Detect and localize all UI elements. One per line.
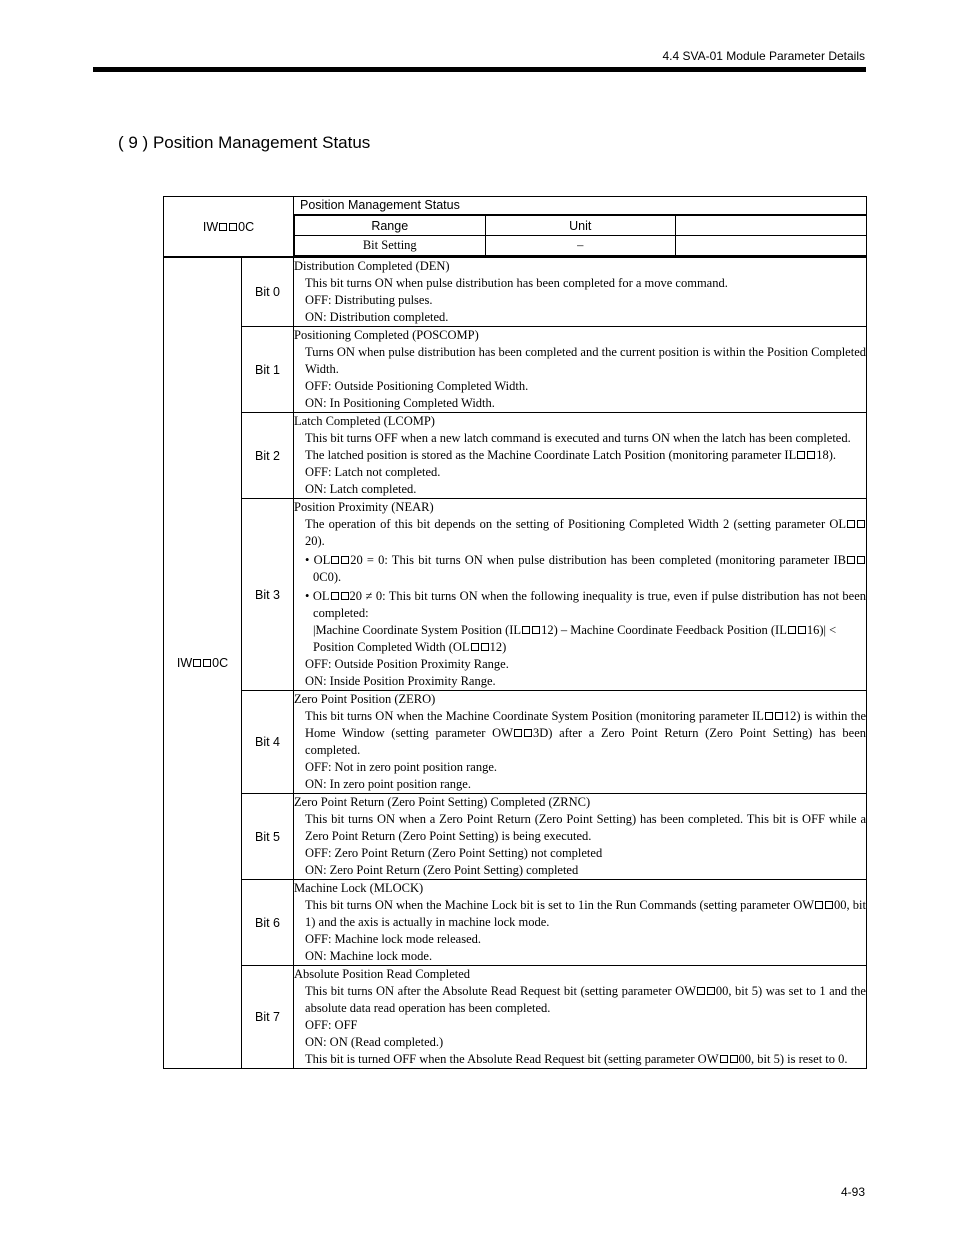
bit-row	[164, 257, 867, 327]
placeholder-box-icon	[847, 556, 855, 564]
placeholder-box-icon	[341, 592, 349, 600]
bit-label: Bit 3	[242, 499, 294, 691]
placeholder-box-icon	[788, 626, 796, 634]
bit-title: Zero Point Return (Zero Point Setting) Completed (ZRNC)	[294, 795, 591, 809]
placeholder-box-icon	[857, 520, 865, 528]
placeholder-box-icon	[797, 451, 805, 459]
placeholder-box-icon	[524, 729, 532, 737]
bit-row	[164, 794, 867, 880]
bit-row	[164, 327, 867, 413]
bit-label: Bit 6	[242, 880, 294, 966]
bit-row	[164, 880, 867, 966]
section-title: ( 9 ) Position Management Status	[118, 133, 371, 152]
placeholder-box-icon	[229, 223, 237, 231]
unit-value: –	[485, 236, 675, 256]
bit-row	[164, 413, 867, 499]
register-cell	[164, 197, 294, 258]
bit-title: Positioning Completed (POSCOMP)	[294, 328, 479, 342]
placeholder-box-icon	[720, 1055, 728, 1063]
bit-description: Machine Lock (MLOCK) This bit turns ON when the Machine Lock bit is set to 1in the Run Commands (setting parameter OW 00, bit 1) and the axis is actually in machine lock mode. OFF: Machine lock mode released. ON: Machine lock mode.	[294, 880, 867, 966]
placeholder-box-icon	[331, 556, 339, 564]
param-header-row	[164, 197, 867, 258]
parameter-table	[163, 196, 867, 1069]
bit-description: Absolute Position Read Completed This bit turns ON after the Absolute Read Request bit (setting parameter OW 00, bit 5) was set to 1 and the absolute data read operation has been completed. OFF: OFF ON: ON (Read completed.) This bit is turned OFF when the Absolute Read Request bit (setting parameter OW 00, bit 5) is reset to 0.	[294, 966, 867, 1069]
placeholder-box-icon	[730, 1055, 738, 1063]
bit-row	[164, 499, 867, 691]
range-header: Range	[295, 216, 485, 236]
register-prefix: IW	[202, 219, 219, 234]
bit-label: Bit 0	[242, 257, 294, 327]
placeholder-box-icon	[857, 556, 865, 564]
bit-label: Bit 7	[242, 966, 294, 1069]
placeholder-box-icon	[203, 659, 211, 667]
bit-description: Zero Point Return (Zero Point Setting) Completed (ZRNC) This bit turns ON when a Zero Point Return (Zero Point Setting) has been completed. This bit is OFF while a Zero Point Return (Zero Point Setting) is being executed. OFF: Zero Point Return (Zero Point Setting) not completed ON: Zero Point Return (Zero Point Setting) completed	[294, 794, 867, 880]
bit-title: Position Proximity (NEAR)	[294, 500, 434, 514]
bit-title: Distribution Completed (DEN)	[294, 259, 450, 273]
placeholder-box-icon	[219, 223, 227, 231]
bit-label: Bit 4	[242, 691, 294, 794]
placeholder-box-icon	[815, 901, 823, 909]
placeholder-box-icon	[514, 729, 522, 737]
bit-title: Machine Lock (MLOCK)	[294, 881, 424, 895]
placeholder-box-icon	[707, 987, 715, 995]
placeholder-box-icon	[697, 987, 705, 995]
placeholder-box-icon	[807, 451, 815, 459]
unit-header: Unit	[485, 216, 675, 236]
placeholder-box-icon	[331, 592, 339, 600]
register-suffix: 0C	[238, 219, 255, 234]
placeholder-box-icon	[532, 626, 540, 634]
blank-value	[675, 236, 866, 256]
bit-title: Latch Completed (LCOMP)	[294, 414, 435, 428]
placeholder-box-icon	[775, 712, 783, 720]
bit-title: Zero Point Position (ZERO)	[294, 692, 436, 706]
range-value: Bit Setting	[295, 236, 485, 256]
bit-label: Bit 2	[242, 413, 294, 499]
bit-row	[164, 966, 867, 1069]
page-number: 4-93	[840, 1185, 865, 1199]
placeholder-box-icon	[522, 626, 530, 634]
param-info-cell	[294, 197, 867, 258]
bit-description: Position Proximity (NEAR) The operation of this bit depends on the setting of Positioning Completed Width 2 (setting parameter OL20). • OL 20 = 0: This bit turns ON when pulse distribution has been completed (monitoring parameter IB0C0). • OL 20 ≠ 0: This bit turns ON when the following inequality is true, even if pulse distribution has not been completed: |Machine Coordinate System Position (IL 12) – Machine Coordinate Feedback Position (IL 16)| < Position Completed Width (OL 12) OFF: Outside Position Proximity Range. ON: Inside Position Proximity Range.	[294, 499, 867, 691]
bit-description: Positioning Completed (POSCOMP) Turns ON when pulse distribution has been completed and the current position is within the Position Completed Width. OFF: Outside Positioning Completed Width. ON: In Positioning Completed Width.	[294, 327, 867, 413]
param-name: Position Management Status	[294, 197, 866, 215]
placeholder-box-icon	[471, 643, 479, 651]
bit-description: Distribution Completed (DEN) This bit turns ON when pulse distribution has been completed for a move command. OFF: Distributing pulses. ON: Distribution completed.	[294, 257, 867, 327]
placeholder-box-icon	[341, 556, 349, 564]
blank-header	[675, 216, 866, 236]
header-rule	[93, 67, 866, 72]
range-unit-table	[294, 215, 866, 256]
register-cell-rows: IW 0C	[164, 257, 242, 1069]
placeholder-box-icon	[798, 626, 806, 634]
page-header-section-ref: 4.4 SVA-01 Module Parameter Details	[662, 49, 865, 63]
bit-row	[164, 691, 867, 794]
placeholder-box-icon	[825, 901, 833, 909]
bit-description: Zero Point Position (ZERO) This bit turns ON when the Machine Coordinate System Position (monitoring parameter IL 12) is within the Home Window (setting parameter OW 3D) after a Zero Point Return (Zero Point Setting) has been completed. OFF: Not in zero point position range. ON: In zero point position range.	[294, 691, 867, 794]
placeholder-box-icon	[193, 659, 201, 667]
bit-title: Absolute Position Read Completed	[294, 967, 471, 981]
placeholder-box-icon	[765, 712, 773, 720]
placeholder-box-icon	[847, 520, 855, 528]
placeholder-box-icon	[481, 643, 489, 651]
bit-description: Latch Completed (LCOMP) This bit turns OFF when a new latch command is executed and turns ON when the latch has been completed. The latched position is stored as the Machine Coordinate Latch Position (monitoring parameter IL 18). OFF: Latch not completed. ON: Latch completed.	[294, 413, 867, 499]
bit-label: Bit 1	[242, 327, 294, 413]
bit-label: Bit 5	[242, 794, 294, 880]
